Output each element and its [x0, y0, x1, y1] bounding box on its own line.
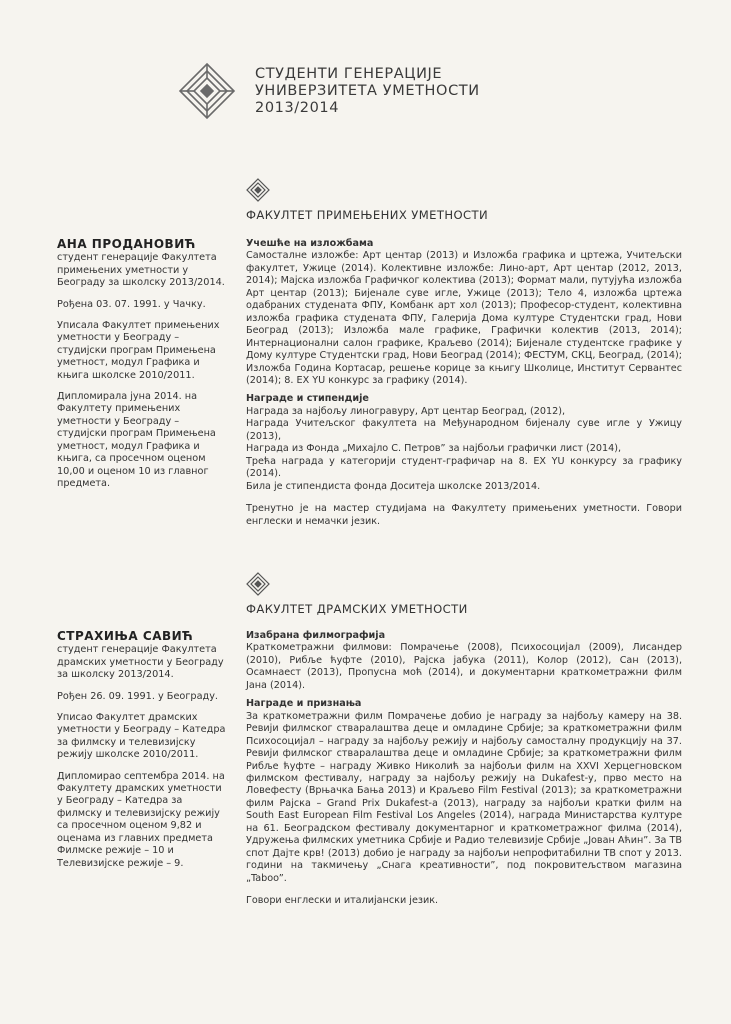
bio-paragraph: Дипломирала јуна 2014. на Факултету примењених уметности у Београду – студијски програм Примењена уметност, модул Графика и књига, са просечном оценом 10,00 и оценом 10 из главног предмета.	[57, 391, 216, 489]
faculty-title: ФАКУЛТЕТ ПРИМЕЊЕНИХ УМЕТНОСТИ	[246, 208, 489, 222]
section-heading: Учешће на изложбама	[246, 238, 374, 249]
ornament-icon	[246, 572, 270, 596]
bio-paragraph: Дипломирао септембра 2014. на Факултету драмских уметности у Београду – Катедра за филмску и телевизијску режију са просечном оценом 9,82 и оценама из главних предмета Филмске режије – 10 и Телевизијске режије – 9.	[57, 770, 225, 869]
closing-paragraph: Тренутно је на мастер студијама на Факултету примењених уметности. Говори енглески и немачки језик.	[246, 503, 682, 527]
bio-paragraph: студент генерације Факултета драмских уметности у Београду за школску 2013/2014.	[57, 644, 224, 681]
ornament-logo-icon	[178, 62, 236, 120]
ornament-icon	[246, 178, 270, 202]
details-paragraph: За краткометражни филм Помрачење добио је награду за најбољу камеру на 38. Ревији филмског стваралаштва деце и омладине Србије; за краткометражни филм Психосоцијал – награду за најбољу режију и најбољу самосталну продукцију на 37. Ревији филмског стваралаштва деце и омладине Србије; за краткометражни филм Рибље ћуфте – награду Живко Николић за најбољи филм на XXVI Херцегновском филмском фестивалу, награду за најбољу режију на Dukafest-у, прво место на Ловефесту (Врњачка Бања 2013) и Краљево Film Festival (2013); за краткометражни филм Рајска – Grand Prix Dukafest-а (2013), награду за најбољи кратки филм на South East European Film Festival Los Angeles (2014), награда Министарства културе на 61. Београдском фестивалу документарног и краткометражног филма (2014), Удружења филмских уметника Србије и Радио телевизије Србије „Јован Аћин”. За ТВ спот Дајте крв! (2013) добио је награду за најбољи непрофитабилни ТВ спот у 2013. години на такмичењу „Снага креативности”, под покровитељством магазина „Taboo”.	[246, 710, 682, 884]
details-paragraph: Краткометражни филмови: Помрачење (2008), Психосоцијал (2009), Лисандер (2010), Рибље ћуфте (2010), Рајска јабука (2011), Колор (2012), Сан (2013), Осамнаест (2013), Пропусна моћ (2014), и документарни краткометражни филм Јана (2014).	[246, 642, 682, 691]
student-bio	[57, 630, 227, 879]
details-paragraph: Самосталне изложбе: Арт центар (2013) и Изложба графика и цртежа, Учитељски факултет, Ужице (2014). Колективне изложбе: Лино-арт, Арт центар (2012, 2013, 2014); Мајска изложба Графичког колектива (2013); Формат мали, путујућа изложба Арт центар (2013); Бијенале суве игле, Ужице (2013); Тело 4, изложба цртежа одабраних студената ФПУ, Комбанк арт хол (2013); Професор-студент, колективна изложба графика студената ФПУ, Галерија Дома културе Студентски град, Нови Београд (2013); Изложба мале графике, Графички колектив (2013, 2014); Интернационални салон графике, Краљево (2014); Бијенале студентске графике у Дому културе Студентски град, Нови Београд (2014); ФЕСТУМ, СКЦ, Београд, (2014); Изложба Година Кортасар, решење корице за књигу Школице, Институт Сервантес (2014); 8. EX YU конкурс за графику (2014).	[246, 250, 682, 386]
title-line: СТУДЕНТИ ГЕНЕРАЦИЈЕ	[255, 66, 443, 82]
award-line: Трећа награда у категорији студент-графичар на 8. EX YU конкурсу за графику (2014).	[246, 455, 682, 480]
award-line: Награда из Фонда „Михајло С. Петров” за најбољи графички лист (2014),	[246, 443, 622, 455]
bio-paragraph: Уписала Факултет примењених уметности у Београду – студијски програм Примењена уметност, модул Графика и књига школске 2010/2011.	[57, 320, 220, 381]
award-line: Била је стипендиста фонда Доситеја школске 2013/2014.	[246, 480, 541, 492]
student-bio	[57, 238, 227, 499]
bio-paragraph: студент генерације Факултета примењених уметности у Београду за школску 2013/2014.	[57, 252, 225, 289]
section-heading: Награде и признања	[246, 698, 362, 710]
closing-paragraph: Говори енглески и италијански језик.	[246, 895, 439, 907]
section-heading: Изабрана филмографија	[246, 630, 386, 641]
student-name: АНА ПРОДАНОВИЋ	[57, 237, 196, 251]
title-line: УНИВЕРЗИТЕТА УМЕТНОСТИ	[255, 83, 480, 99]
title-line: 2013/2014	[255, 100, 340, 116]
bio-paragraph: Уписао Факултет драмских уметности у Београду – Катедра за филмску и телевизијску режију школске 2010/2011.	[57, 712, 226, 761]
award-line: Награда Учитељског факултета на Међународном бијеналу суве игле у Ужицу (2013),	[246, 418, 682, 442]
bio-paragraph: Рођена 03. 07. 1991. у Чачку.	[57, 298, 206, 310]
section-heading: Награде и стипендије	[246, 393, 369, 405]
faculty-title: ФАКУЛТЕТ ДРАМСКИХ УМЕТНОСТИ	[246, 602, 468, 616]
award-line: Награда за најбољу линогравуру, Арт центар Београд, (2012),	[246, 405, 566, 417]
bio-paragraph: Рођен 26. 09. 1991. у Београду.	[57, 690, 219, 702]
student-name: СТРАХИЊА САВИЋ	[57, 629, 194, 643]
student-details	[246, 630, 682, 908]
page-title	[255, 66, 635, 117]
student-details	[246, 238, 682, 528]
